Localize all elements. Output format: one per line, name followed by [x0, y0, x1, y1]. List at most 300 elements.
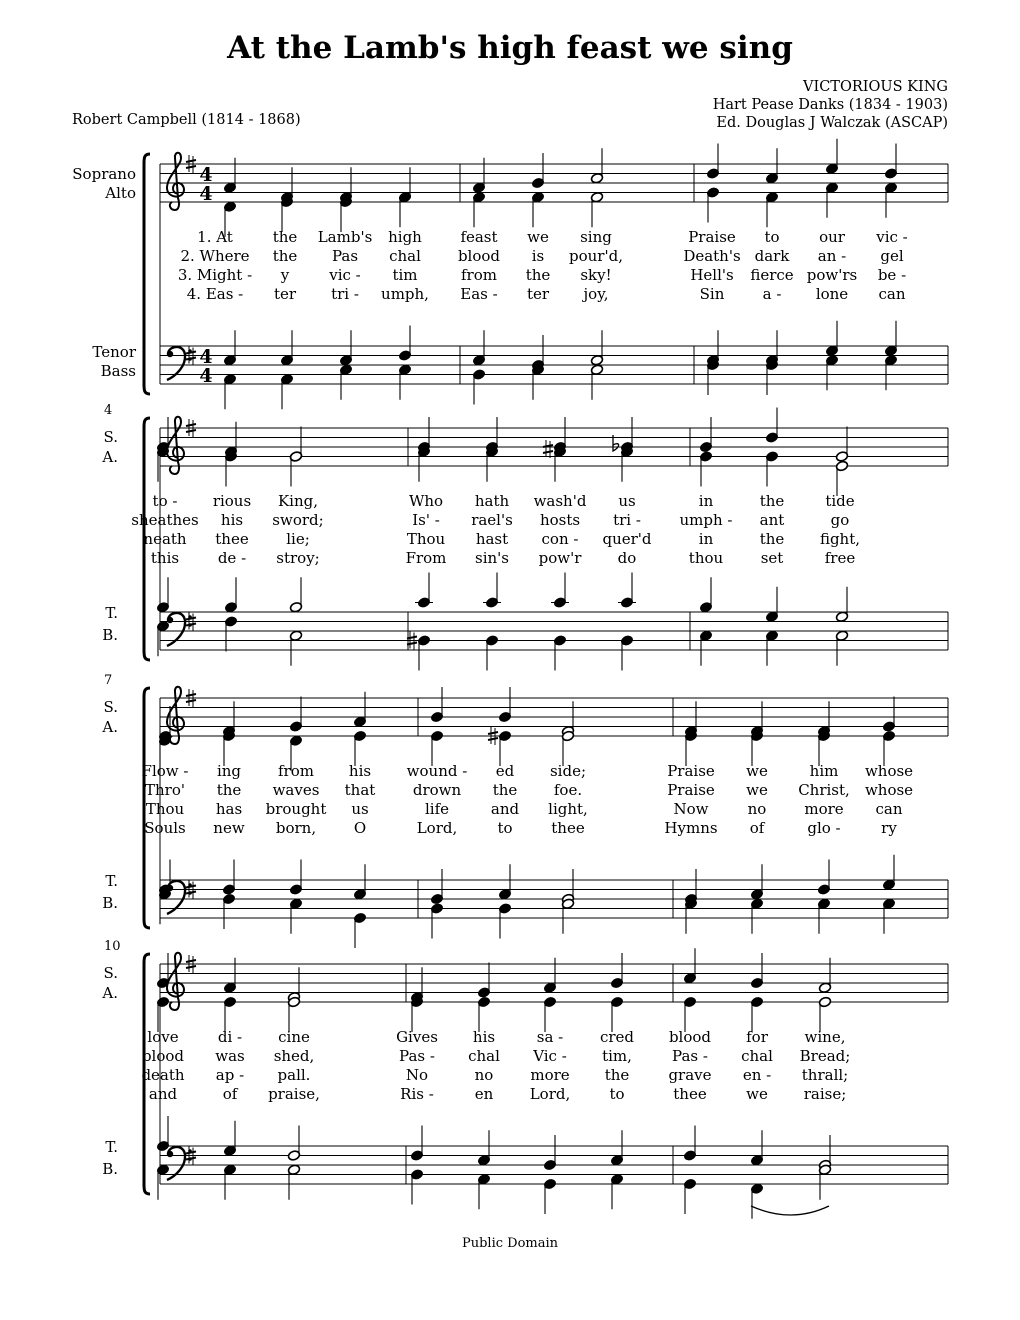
bass-note — [699, 630, 712, 666]
label-bass: Bass — [100, 362, 136, 380]
lyric-syllable: sing — [580, 228, 612, 246]
lyric-syllable: Ris - — [400, 1085, 434, 1103]
lyric-syllable: pour'd, — [569, 247, 623, 265]
tenor-note — [430, 869, 443, 905]
bass-note — [765, 630, 778, 666]
sharp-stroke — [186, 892, 196, 894]
soprano-note — [156, 953, 169, 989]
bass-note — [353, 912, 366, 948]
tenor-note — [339, 330, 352, 366]
bass-note — [561, 898, 574, 934]
lyric-syllable: 3. Might - — [177, 266, 253, 284]
sharp-stroke — [488, 738, 498, 740]
soprano-note — [353, 692, 366, 728]
lyric-syllable: sky! — [580, 266, 612, 284]
tenor-note — [882, 855, 895, 891]
bass-note — [223, 1164, 236, 1200]
lyric-syllable: vic - — [329, 266, 361, 284]
lyric-syllable: sa - — [536, 1028, 564, 1046]
time-signature-bottom: 4 — [199, 183, 213, 205]
label-t: T. — [105, 1138, 118, 1156]
lyric-syllable: an - — [817, 247, 847, 265]
lyric-syllable: we — [746, 762, 768, 780]
bass-note — [498, 903, 511, 939]
bass-note — [765, 359, 778, 395]
lyric-syllable: praise, — [268, 1085, 320, 1103]
tenor-note — [353, 864, 366, 900]
lyric-syllable: death — [141, 1066, 185, 1084]
lyric-syllable: free — [824, 549, 856, 567]
lyric-syllable: whose — [864, 781, 914, 799]
lyric-syllable: blood — [668, 1028, 712, 1046]
alto-note — [289, 451, 302, 487]
bass-note — [289, 630, 302, 666]
lyric-syllable: that — [344, 781, 376, 799]
alto-note — [287, 996, 300, 1032]
alto-note — [224, 451, 237, 487]
soprano-note — [884, 144, 897, 180]
bass-note — [158, 888, 171, 924]
lyric-syllable: Eas - — [460, 285, 498, 303]
tenor-note — [750, 1130, 763, 1166]
lyric-syllable: sword; — [272, 511, 324, 529]
lyric-syllable: in — [698, 530, 714, 548]
lyric-syllable: pow'rs — [806, 266, 858, 284]
bass-clef-icon — [167, 613, 192, 646]
bass-note — [531, 364, 544, 400]
tenor-note — [156, 577, 169, 613]
lyric-syllable: O — [353, 819, 367, 837]
bass-note — [553, 635, 566, 671]
soprano-note — [699, 417, 712, 453]
bass-note — [882, 898, 895, 934]
lyric-syllable: con - — [541, 530, 579, 548]
alto-note — [610, 996, 623, 1032]
lyric-syllable: the — [759, 492, 785, 510]
lyric-syllable: hosts — [539, 511, 581, 529]
lyric-syllable: tri - — [613, 511, 641, 529]
lyric-syllable: rious — [212, 492, 252, 510]
bass-note — [485, 635, 498, 671]
system-bracket — [144, 154, 150, 394]
lyric-syllable: Souls — [144, 819, 186, 837]
alto-note — [825, 182, 838, 218]
soprano-note — [765, 148, 778, 184]
alto-note — [765, 451, 778, 487]
sharp-stroke — [186, 694, 196, 696]
lyric-syllable: thee — [551, 819, 585, 837]
lyric-syllable: the — [604, 1066, 630, 1084]
lyric-syllable: him — [809, 762, 839, 780]
tenor-note — [410, 1126, 423, 1162]
lyric-syllable: his — [348, 762, 372, 780]
lyric-syllable: di - — [217, 1028, 243, 1046]
lyric-syllable: the — [272, 247, 298, 265]
tenor-note — [825, 321, 838, 357]
tenor-note — [398, 326, 411, 362]
lyric-syllable: thou — [688, 549, 724, 567]
alto-note — [156, 446, 169, 482]
treble-clef-stroke — [167, 153, 184, 210]
lyric-syllable: the — [216, 781, 242, 799]
lyric-syllable: umph - — [679, 511, 733, 529]
bass-note — [817, 898, 830, 934]
alto-note — [485, 446, 498, 482]
tenor-note — [498, 864, 511, 900]
lyric-syllable: go — [830, 511, 850, 529]
soprano-note — [750, 953, 763, 989]
bass-clef-dot — [167, 1151, 173, 1157]
lyric-syllable: born, — [275, 819, 317, 837]
label-alto: Alto — [105, 184, 136, 202]
accidental-sharp-icon — [543, 440, 553, 458]
tenor-note — [224, 577, 237, 613]
soprano-note — [683, 948, 696, 984]
lyric-syllable: wash'd — [533, 492, 587, 510]
tenor-note — [223, 330, 236, 366]
sharp-stroke — [186, 624, 196, 626]
lyric-syllable: life — [424, 800, 450, 818]
lyric-syllable: foe. — [553, 781, 583, 799]
soprano-note — [223, 158, 236, 194]
tenor-note — [287, 1126, 300, 1162]
label-b: B. — [102, 626, 118, 644]
alto-note — [706, 187, 719, 223]
label-t: T. — [105, 872, 118, 890]
lyric-syllable: and — [148, 1085, 178, 1103]
tenor-note — [610, 1130, 623, 1166]
lyric-syllable: tim, — [602, 1047, 632, 1065]
lyric-syllable: thrall; — [801, 1066, 849, 1084]
tenor-note — [222, 860, 235, 896]
treble-clef-stroke — [167, 417, 184, 474]
lyric-syllable: neath — [143, 530, 187, 548]
soprano-note — [498, 687, 511, 723]
alto-note — [280, 196, 293, 232]
bass-note — [472, 369, 485, 405]
alto-note — [156, 996, 169, 1032]
lyric-syllable: hast — [475, 530, 509, 548]
soprano-note — [610, 953, 623, 989]
lyric-syllable: en — [474, 1085, 494, 1103]
sharp-stroke — [186, 886, 196, 888]
alto-note — [561, 730, 574, 766]
lyric-syllable: Praise — [688, 228, 736, 246]
lyric-syllable: Sin — [699, 285, 725, 303]
measure-number: 10 — [104, 939, 121, 954]
alto-note — [410, 996, 423, 1032]
lyric-syllable: tim — [392, 266, 418, 284]
sharp-stroke — [488, 732, 498, 734]
label-tenor: Tenor — [92, 343, 136, 361]
composer-credit: Hart Pease Danks (1834 - 1903) — [712, 97, 948, 113]
tenor-note — [765, 587, 778, 623]
lyric-syllable: we — [527, 228, 549, 246]
lyric-syllable: gel — [880, 247, 904, 265]
bass-note — [835, 630, 848, 666]
lyric-syllable: Thou — [406, 530, 446, 548]
lyric-syllable: was — [215, 1047, 245, 1065]
lyric-syllable: blood — [457, 247, 501, 265]
editor-credit: Ed. Douglas J Walczak (ASCAP) — [716, 115, 948, 131]
tune-name: VICTORIOUS KING — [803, 79, 948, 95]
lyric-syllable: to — [497, 819, 513, 837]
sharp-stroke — [186, 618, 196, 620]
sharp-stroke — [186, 166, 196, 168]
lyric-syllable: ant — [759, 511, 785, 529]
lyric-syllable: ter — [526, 285, 550, 303]
lyric-syllable: blood — [141, 1047, 185, 1065]
lyric-syllable: Death's — [683, 247, 741, 265]
alto-note — [498, 730, 511, 766]
lyric-syllable: ap - — [215, 1066, 245, 1084]
sharp-stroke — [543, 451, 553, 453]
soprano-note — [430, 687, 443, 723]
lyric-syllable: Lord, — [529, 1085, 571, 1103]
sharp-stroke — [186, 960, 196, 962]
label-a: A. — [102, 984, 118, 1002]
alto-note — [750, 730, 763, 766]
label-a: A. — [102, 718, 118, 736]
lyric-syllable: the — [759, 530, 785, 548]
lyric-syllable: Vic - — [533, 1047, 567, 1065]
lyric-syllable: us — [618, 492, 636, 510]
measure-number: 7 — [104, 673, 113, 688]
alto-note — [817, 730, 830, 766]
slur — [751, 1206, 829, 1215]
bass-note — [818, 1164, 831, 1200]
alto-note — [884, 182, 897, 218]
lyric-syllable: more — [530, 1066, 570, 1084]
bass-note — [222, 893, 235, 929]
bass-note — [477, 1173, 490, 1209]
bass-note — [280, 373, 293, 409]
lyric-syllable: the — [492, 781, 518, 799]
lyric-syllable: Hymns — [664, 819, 718, 837]
lyric-syllable: Praise — [667, 781, 715, 799]
lyric-syllable: us — [351, 800, 369, 818]
bass-note — [610, 1173, 623, 1209]
lyric-syllable: No — [405, 1066, 429, 1084]
author-credit: Robert Campbell (1814 - 1868) — [72, 112, 301, 128]
lyric-syllable: his — [472, 1028, 496, 1046]
sharp-stroke — [186, 1158, 196, 1160]
lyric-syllable: brought — [265, 800, 327, 818]
tenor-note — [289, 860, 302, 896]
alto-note — [353, 730, 366, 766]
alto-note — [590, 191, 603, 227]
lyric-syllable: and — [490, 800, 520, 818]
bass-note — [683, 1178, 696, 1214]
lyric-syllable: joy, — [583, 285, 609, 303]
lyric-syllable: Pas — [331, 247, 359, 265]
lyric-syllable: high — [388, 228, 422, 246]
alto-note — [531, 191, 544, 227]
lyric-syllable: thee — [673, 1085, 707, 1103]
tenor-note — [551, 573, 569, 609]
tenor-note — [477, 1130, 490, 1166]
time-signature — [199, 164, 212, 205]
alto-note — [620, 446, 633, 482]
lyric-syllable: ing — [216, 762, 242, 780]
sharp-stroke — [186, 358, 196, 360]
lyric-syllable: to - — [152, 492, 178, 510]
alto-note — [750, 996, 763, 1032]
soprano-note — [765, 408, 778, 444]
tenor-note — [223, 1121, 236, 1157]
label-soprano: Soprano — [72, 165, 136, 183]
lyric-syllable: to — [609, 1085, 625, 1103]
lyric-syllable: of — [749, 819, 765, 837]
tenor-note — [156, 1116, 169, 1152]
lyric-syllable: the — [272, 228, 298, 246]
label-s: S. — [103, 964, 118, 982]
lyric-syllable: en - — [742, 1066, 772, 1084]
lyric-syllable: for — [746, 1028, 768, 1046]
soprano-note — [543, 958, 556, 994]
bass-note — [287, 1164, 300, 1200]
soprano-note — [531, 153, 544, 189]
bass-note — [684, 898, 697, 934]
lyric-syllable: his — [220, 511, 244, 529]
tenor-note — [817, 860, 830, 896]
alto-note — [543, 996, 556, 1032]
lyric-syllable: a - — [762, 285, 782, 303]
time-signature-bottom: 4 — [199, 365, 213, 387]
tenor-note — [884, 321, 897, 357]
bass-clef-dot — [167, 351, 173, 357]
lyric-syllable: Hell's — [690, 266, 734, 284]
lyric-syllable: our — [819, 228, 845, 246]
lyric-syllable: from — [461, 266, 497, 284]
lyric-syllable: sheathes — [131, 511, 199, 529]
bass-note — [706, 359, 719, 395]
lyric-syllable: no — [747, 800, 767, 818]
lyric-syllable: lone — [815, 285, 849, 303]
soprano-note — [835, 427, 848, 463]
bass-note — [156, 620, 169, 656]
bass-note — [223, 373, 236, 409]
bass-note — [430, 903, 443, 939]
bass-note — [224, 616, 237, 652]
lyric-syllable: ed — [495, 762, 515, 780]
tenor-note — [483, 573, 501, 609]
alto-note — [699, 451, 712, 487]
tenor-note — [472, 330, 485, 366]
lyric-syllable: Lamb's — [317, 228, 373, 246]
lyric-syllable: Is' - — [412, 511, 440, 529]
lyric-syllable: pall. — [277, 1066, 311, 1084]
tenor-note — [590, 330, 603, 366]
lyric-syllable: lie; — [286, 530, 310, 548]
lyric-syllable: de - — [217, 549, 247, 567]
tenor-note — [683, 1126, 696, 1162]
lyric-syllable: cine — [278, 1028, 310, 1046]
lyric-syllable: quer'd — [602, 530, 652, 548]
label-s: S. — [103, 428, 118, 446]
tenor-note — [750, 864, 763, 900]
lyric-syllable: set — [760, 549, 784, 567]
lyric-syllable: vic - — [876, 228, 908, 246]
lyric-syllable: grave — [668, 1066, 712, 1084]
lyric-syllable: Gives — [396, 1028, 438, 1046]
lyric-syllable: raise; — [803, 1085, 847, 1103]
alto-note — [472, 191, 485, 227]
lyric-syllable: Thro' — [145, 781, 185, 799]
lyric-syllable: we — [746, 1085, 768, 1103]
lyric-syllable: love — [147, 1028, 179, 1046]
lyric-syllable: whose — [864, 762, 914, 780]
lyric-syllable: thee — [215, 530, 249, 548]
bass-note — [410, 1169, 423, 1205]
lyric-syllable: fierce — [750, 266, 794, 284]
soprano-note — [590, 148, 603, 184]
lyric-syllable: Bread; — [799, 1047, 851, 1065]
bass-note — [620, 635, 633, 671]
sharp-stroke — [186, 700, 196, 702]
alto-note — [835, 460, 848, 496]
lyric-syllable: Now — [673, 800, 709, 818]
lyric-syllable: rael's — [471, 511, 513, 529]
bass-note — [543, 1178, 556, 1214]
lyric-syllable: cred — [599, 1028, 635, 1046]
lyric-syllable: wine, — [804, 1028, 846, 1046]
alto-note — [477, 996, 490, 1032]
soprano-note — [472, 158, 485, 194]
label-b: B. — [102, 1160, 118, 1178]
label-t: T. — [105, 604, 118, 622]
alto-note — [398, 191, 411, 227]
lyric-syllable: tide — [825, 492, 855, 510]
tenor-note — [699, 577, 712, 613]
lyric-syllable: chal — [468, 1047, 500, 1065]
sharp-stroke — [186, 160, 196, 162]
label-s: S. — [103, 698, 118, 716]
lyric-syllable: ter — [273, 285, 297, 303]
lyric-syllable: do — [617, 549, 637, 567]
treble-clef-icon — [167, 417, 184, 474]
soprano-note — [706, 144, 719, 180]
tenor-note — [280, 330, 293, 366]
bass-clef-icon — [167, 1147, 192, 1180]
tenor-note — [543, 1135, 556, 1171]
label-b: B. — [102, 894, 118, 912]
lyric-syllable: Who — [408, 492, 444, 510]
sharp-stroke — [186, 966, 196, 968]
lyric-syllable: no — [474, 1066, 494, 1084]
alto-note — [417, 446, 430, 482]
tenor-note — [415, 573, 433, 609]
lyric-syllable: drown — [412, 781, 462, 799]
alto-note — [222, 730, 235, 766]
alto-note — [223, 996, 236, 1032]
bass-clef-dot — [167, 617, 173, 623]
lyric-syllable: fight, — [819, 530, 861, 548]
lyric-syllable: waves — [272, 781, 320, 799]
lyric-syllable: has — [215, 800, 243, 818]
tenor-note — [618, 573, 636, 609]
lyric-syllable: Lord, — [416, 819, 458, 837]
lyric-syllable: chal — [741, 1047, 773, 1065]
soprano-note — [477, 963, 490, 999]
lyric-syllable: Pas - — [399, 1047, 435, 1065]
tenor-note — [289, 577, 302, 613]
time-signature-top: 4 — [199, 164, 213, 186]
lyric-syllable: sin's — [475, 549, 509, 567]
sharp-stroke — [186, 424, 196, 426]
copyright-footer: Public Domain — [461, 1236, 559, 1251]
hymn-title: At the Lamb's high feast we sing — [227, 30, 793, 66]
